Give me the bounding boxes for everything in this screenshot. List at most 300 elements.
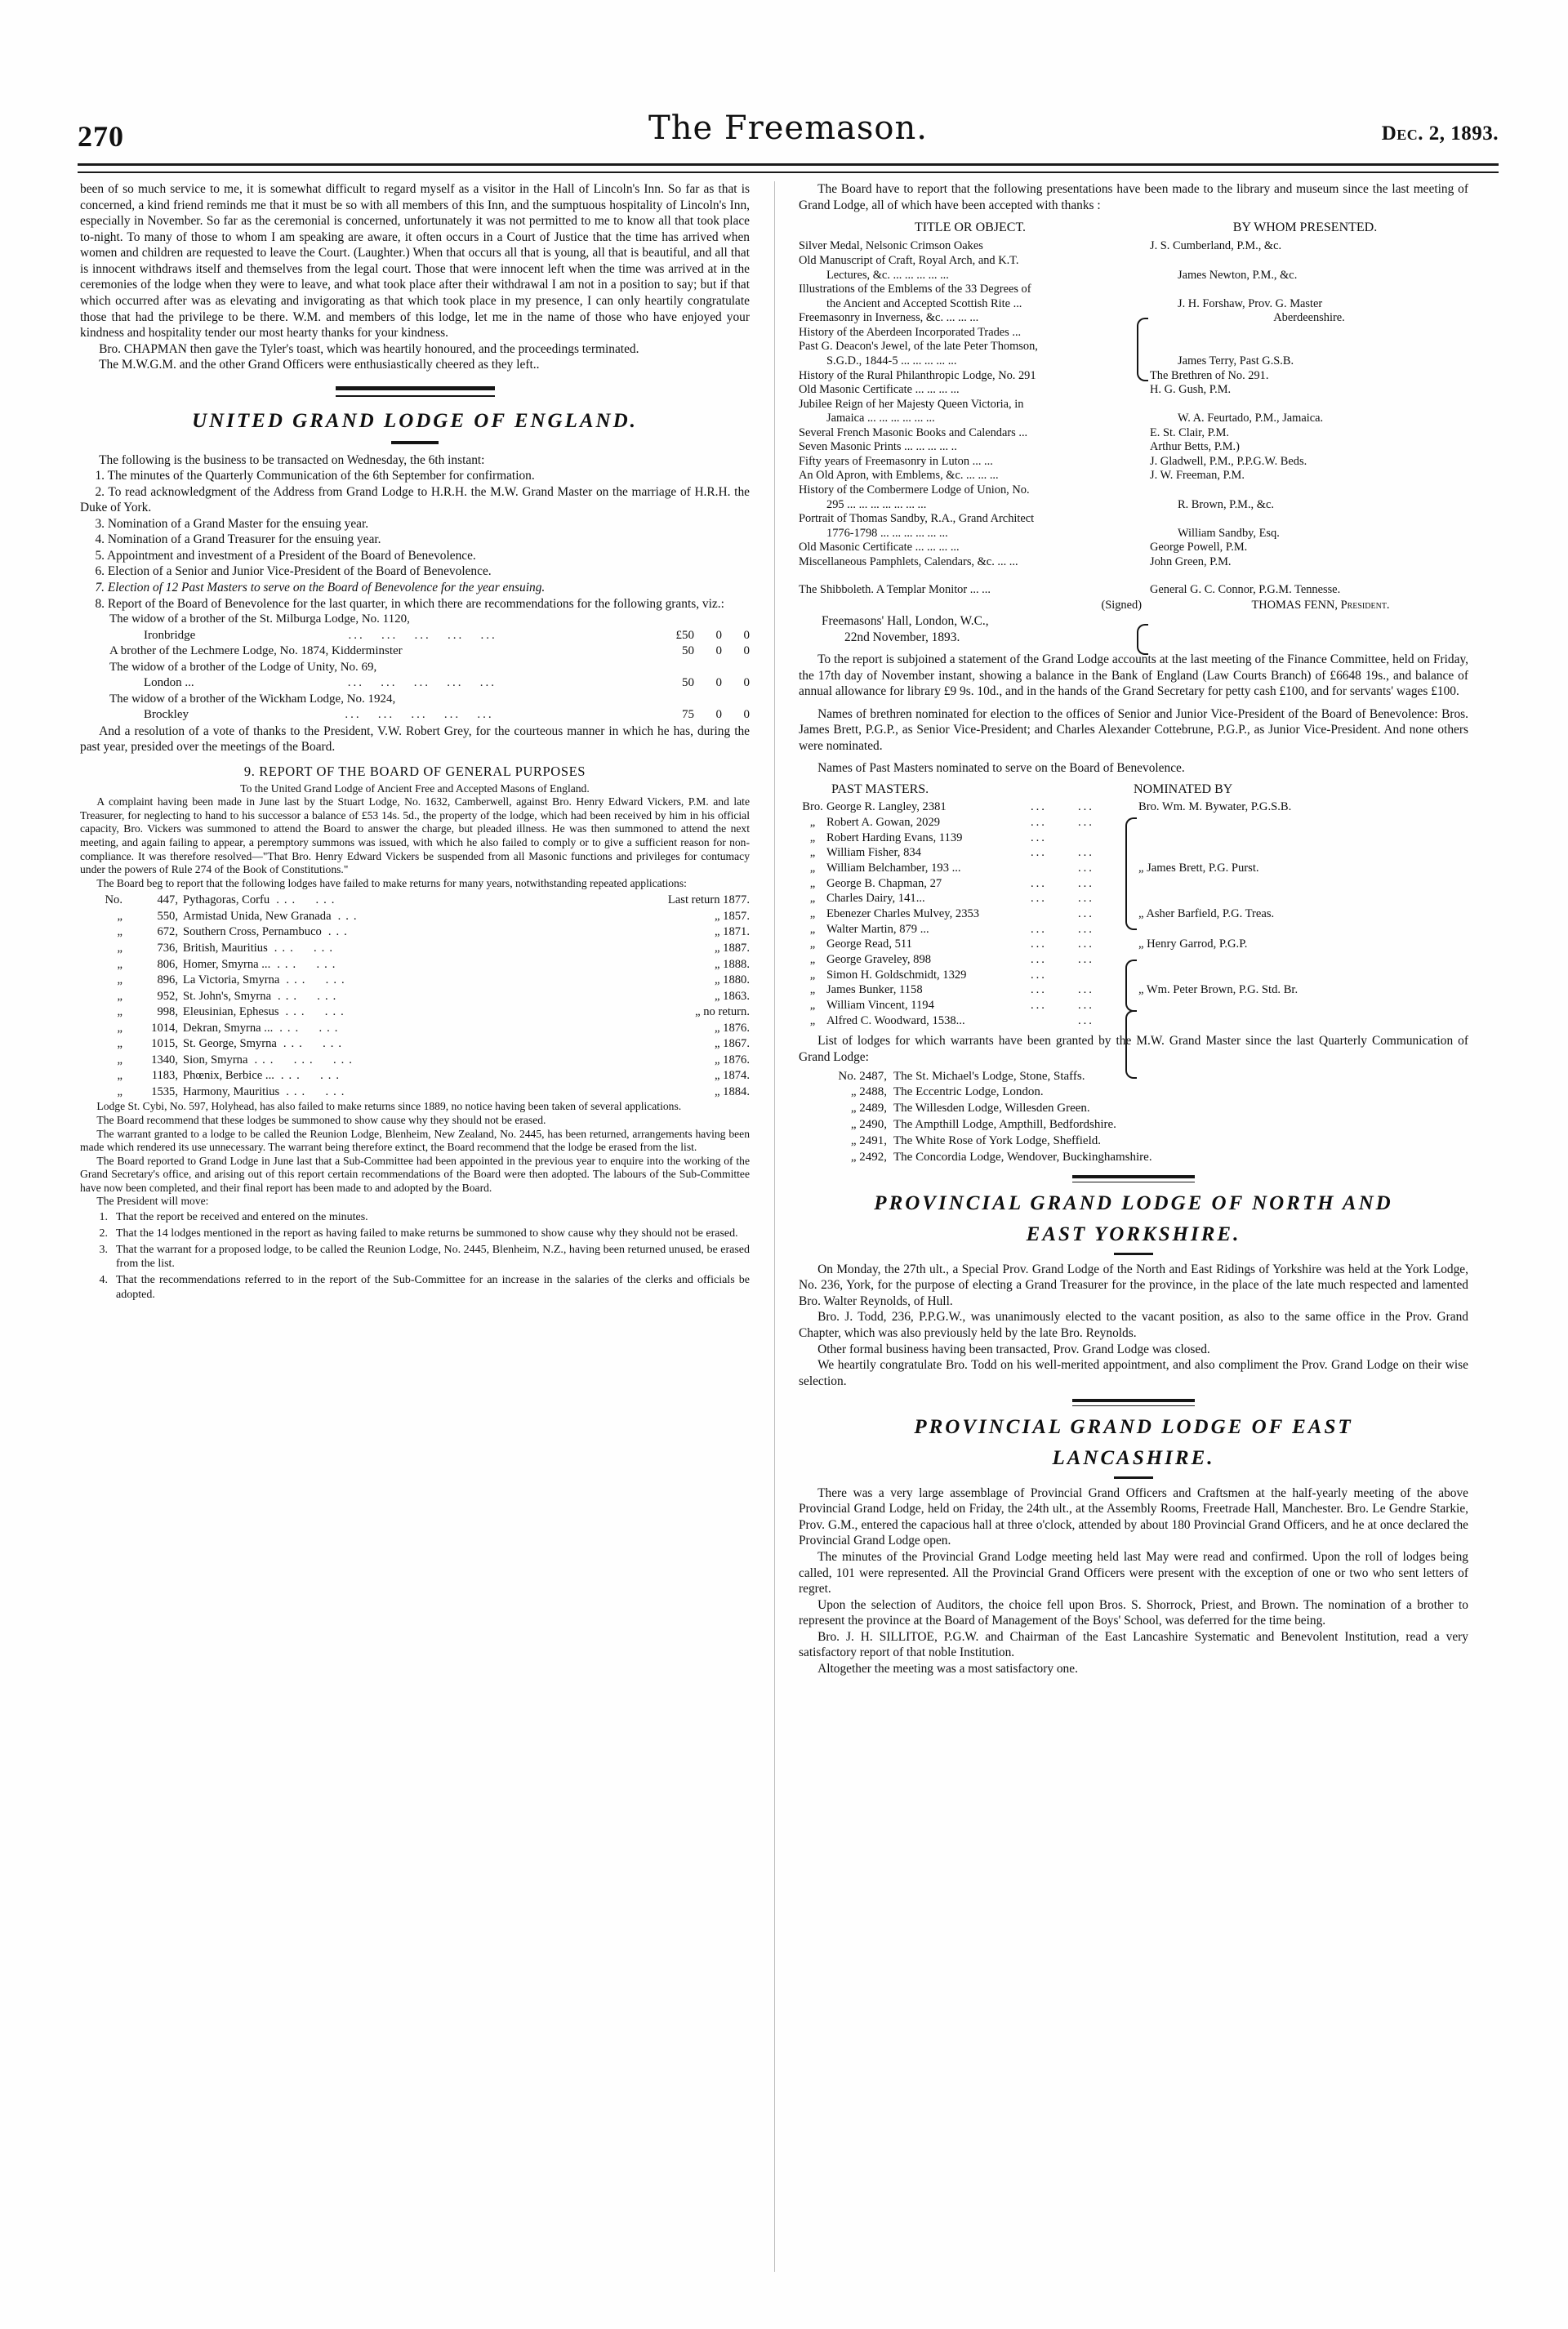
- grant-pounds: 75: [682, 708, 695, 722]
- pm-name: Walter Martin, 879 ...: [826, 922, 929, 936]
- table-row: [80, 1036, 750, 1053]
- ret-prefix: „: [117, 1069, 122, 1083]
- warrant-number: „ 2492,: [850, 1150, 887, 1164]
- ret-number: 998,: [157, 1005, 178, 1019]
- ret-last-return: „ 1871.: [715, 925, 750, 939]
- leader-dots: ...: [1031, 800, 1047, 814]
- motion-number: 3.: [99, 1243, 108, 1256]
- table-row: [799, 527, 1468, 541]
- warrant-row: [799, 1133, 1468, 1150]
- motion-text: That the warrant for a proposed lodge, to be called the Reunion Lodge, No. 2445, Blenheim, N.Z., having been returned unused, be erased from the list.: [116, 1243, 750, 1271]
- warrant-number: „ 2491,: [850, 1133, 887, 1147]
- presentation-title-cont: S.G.D., 1844-5 ... ... ... ... ...: [826, 354, 957, 367]
- presentation-title-cont: 295 ... ... ... ... ... ... ...: [826, 497, 927, 511]
- table-row: [799, 239, 1468, 254]
- leader-dots: ... ... ... ... ...: [348, 628, 497, 642]
- grant-pence: 0: [743, 708, 751, 722]
- section-rule: [1072, 1399, 1195, 1406]
- grant-description: The widow of a brother of the Lodge of Unity, No. 69,: [109, 660, 377, 674]
- bgp-paragraph: A complaint having been made in June last by the Stuart Lodge, No. 1632, Camberwell, against Bro. Henry Edward Vickers, P.M. and late Treasurer, for neglecting to hand to his successor a balance of £53 14s. 5d., the property of the lodge, which had been received by him in his official capacity, Bro. Vickers was summoned to attend the Board to answer the charge, but pleaded illness. He was then summoned to attend the next meeting, and again failing to appear, a peremptory summons was issued, with which he also failed to comply or to give a sufficient reason for non-compliance. It was therefore resolved—"That Bro. Henry Edward Vickers be suspended from all Masonic functions and privileges for contumacy under the powers of Rule 274 of the Book of Constitutions.": [80, 795, 750, 876]
- leader-dots: ...: [1078, 922, 1094, 936]
- presentation-title-cont: Lectures, &c. ... ... ... ... ...: [826, 268, 949, 282]
- ret-prefix: „: [117, 1021, 122, 1035]
- presented-by: W. A. Feurtado, P.M., Jamaica.: [1178, 412, 1324, 425]
- yorkshire-paragraph: On Monday, the 27th ult., a Special Prov. Grand Lodge of the North and East Ridings of Yorkshire was held at the York Lodge, No. 236, York, for the purpose of electing a Grand Treasurer for the province, in the place of the late much respected and lamented Bro. Walter Reynolds, of Hull.: [799, 1262, 1468, 1308]
- pm-nominated-by: „ Wm. Peter Brown, P.G. Std. Br.: [1138, 983, 1298, 997]
- presentation-title: Old Manuscript of Craft, Royal Arch, and K.T.: [799, 254, 1019, 267]
- motion-text: That the recommendations referred to in the report of the Sub-Committee for an increase in the salaries of the clerks and officials be adopted.: [116, 1274, 750, 1301]
- leader-dots: ...: [1078, 907, 1094, 921]
- presented-by: J. Gladwell, P.M., P.P.G.W. Beds.: [1150, 454, 1307, 468]
- motion-row: [80, 1227, 750, 1241]
- table-row: [799, 541, 1468, 555]
- presentation-title: Old Masonic Certificate ... ... ... ...: [799, 541, 960, 554]
- leader-dots: ...: [1078, 983, 1094, 997]
- past-masters-intro: Names of Past Masters nominated to serve on the Board of Benevolence.: [817, 761, 1185, 776]
- leader-dots: ...: [1031, 846, 1047, 860]
- presentation-title: Portrait of Thomas Sandby, R.A., Grand Architect: [799, 512, 1035, 526]
- warrant-number: „ 2488,: [850, 1085, 887, 1099]
- presentation-title: Seven Masonic Prints ... ... ... ... ..: [799, 440, 957, 454]
- hall-address-line1: Freemasons' Hall, London, W.C.,: [822, 613, 989, 628]
- business-item: 8. Report of the Board of Benevolence for the last quarter, in which there are recommendations for the following grants, viz.:: [95, 596, 724, 611]
- leader-dots: ...: [1078, 846, 1094, 860]
- pm-name: Robert Harding Evans, 1139: [826, 831, 963, 844]
- presentation-title: History of the Rural Philanthropic Lodge, No. 291: [799, 368, 1036, 382]
- leader-dots: ...: [1031, 937, 1047, 951]
- pm-prefix: „: [809, 922, 816, 936]
- table-row: [799, 498, 1468, 513]
- grant-row: [80, 643, 750, 660]
- leader-dots: ...: [1078, 892, 1094, 906]
- leader-dots: ...: [1031, 968, 1047, 982]
- ret-lodge-name: Phœnix, Berbice ...: [183, 1069, 274, 1083]
- ret-number: 1535,: [151, 1084, 178, 1098]
- column-divider: [774, 181, 775, 2272]
- presentation-title: Past G. Deacon's Jewel, of the late Peter Thomson,: [799, 340, 1038, 354]
- ret-last-return: „ 1876.: [715, 1053, 750, 1067]
- yorkshire-paragraph: Bro. J. Todd, 236, P.P.G.W., was unanimously elected to the vacant position, as also to the same office in the Prov. Grand Chapter, which was also previously held by the late Bro. Reynolds.: [799, 1310, 1468, 1341]
- presentation-title: Jubilee Reign of her Majesty Queen Victoria, in: [799, 397, 1024, 411]
- table-row: [80, 941, 750, 957]
- hall-address-line2: 22nd November, 1893.: [844, 630, 960, 644]
- ret-lodge-name: Eleusinian, Ephesus: [183, 1005, 279, 1019]
- returns-table: [80, 893, 750, 1100]
- past-masters-table: [799, 799, 1468, 1028]
- past-masters-table-header: [799, 782, 1468, 798]
- table-row: [799, 512, 1468, 527]
- business-item: 4. Nomination of a Grand Treasurer for the ensuing year.: [95, 532, 381, 547]
- section-heading-yorkshire-line1: PROVINCIAL GRAND LODGE OF NORTH AND: [874, 1192, 1393, 1215]
- presented-by: William Sandby, Esq.: [1178, 526, 1280, 540]
- leader-dots: ...: [1078, 937, 1094, 951]
- motion-number: 1.: [99, 1211, 108, 1224]
- table-row: [799, 283, 1468, 297]
- ret-number: 952,: [157, 989, 178, 1003]
- presented-by: J. H. Forshaw, Prov. G. Master: [1178, 296, 1323, 310]
- ret-number: 1183,: [151, 1069, 178, 1083]
- warrant-number: „ 2490,: [850, 1117, 887, 1131]
- finance-paragraph: To the report is subjoined a statement of the Grand Lodge accounts at the last meeting of the Finance Committee, held on Friday, the 17th day of November instant, showing a balance in the Bank of England (Law Courts Branch) of £6648 19s., and balance of annual allowance for library £9 9s. 10d., and in the hands of the Grand Secretary for petty cash £100, and for servants' wages £100.: [799, 652, 1468, 699]
- pm-name: George Read, 511: [826, 937, 912, 951]
- section-heading-lancashire-line2: LANCASHIRE.: [1052, 1447, 1215, 1470]
- pm-prefix: „: [809, 907, 816, 921]
- presented-by: J. S. Cumberland, P.M., &c.: [1150, 239, 1282, 253]
- pm-name: George B. Chapman, 27: [826, 876, 942, 890]
- leader-dots: ...: [1031, 876, 1047, 890]
- presented-by: The Brethren of No. 291.: [1150, 368, 1269, 382]
- presentation-title: Freemasonry in Inverness, &c. ... ... ...: [799, 311, 979, 325]
- ret-last-return: „ 1867.: [715, 1037, 750, 1051]
- presentation-title: Fifty years of Freemasonry in Luton ... ...: [799, 454, 993, 468]
- grant-row: [80, 692, 750, 708]
- pm-prefix: „: [809, 983, 816, 997]
- column-header-nominated-by: NOMINATED BY: [1134, 782, 1233, 796]
- leader-dots: ...: [1031, 831, 1047, 844]
- pm-name: Charles Dairy, 141...: [826, 892, 925, 906]
- ret-last-return: „ 1857.: [715, 909, 750, 923]
- table-row: [799, 269, 1468, 283]
- ret-lodge-name: Armistad Unida, New Granada: [183, 909, 332, 923]
- ret-lodge-name: Sion, Smyrna: [183, 1053, 248, 1067]
- pm-name: William Vincent, 1194: [826, 999, 934, 1013]
- grant-pounds: 50: [682, 644, 694, 658]
- leader-dots: ...: [1078, 953, 1094, 967]
- presentation-title: The Shibboleth. A Templar Monitor ... ...: [799, 582, 991, 596]
- ret-number: 1015,: [151, 1037, 178, 1051]
- grant-description-cont: Brockley: [144, 708, 189, 722]
- table-row: [80, 909, 750, 925]
- ret-number: 806,: [157, 957, 178, 971]
- lancashire-paragraph: There was a very large assemblage of Provincial Grand Officers and Craftsmen at the half-yearly meeting of the above Provincial Grand Lodge, held on Friday, the 24th ult., at the Assembly Rooms, Freetrade Hall, Manchester. Bro. Le Gendre Starkie, Prov. G.M., entered the capacious hall at three o'clock, attended by about 180 Provincial Grand Officers, and he at once declared the Provincial Grand Lodge open.: [799, 1485, 1468, 1548]
- column-header-presenter: BY WHOM PRESENTED.: [1232, 220, 1378, 235]
- leader-dots: ...: [1078, 800, 1094, 814]
- ret-last-return: Last return 1877.: [667, 893, 750, 907]
- leader-dots: ...: [1078, 999, 1094, 1013]
- table-row: [799, 340, 1468, 354]
- ret-prefix: „: [117, 1037, 122, 1051]
- ret-lodge-name: Dekran, Smyrna ...: [183, 1021, 274, 1035]
- leader-dots: ... ... ...: [254, 1053, 357, 1067]
- ret-lodge-name: Southern Cross, Pernambuco: [183, 925, 322, 939]
- nominations-paragraph: Names of brethren nominated for election to the offices of Senior and Junior Vice-President of the Board of Benevolence: Bros. James Brett, P.G.P., as Senior Vice-President; and Charles Alexander Cottebrune, P.G.P., as Junior Vice-President. And none others were nominated.: [799, 706, 1468, 753]
- resolution-thanks: And a resolution of a vote of thanks to the President, V.W. Robert Grey, for the courteous manner in which he has, during the past year, presided over the meetings of the Board.: [80, 724, 750, 755]
- pm-prefix: „: [809, 831, 816, 844]
- pm-name: William Fisher, 834: [826, 846, 921, 860]
- presentation-title: Miscellaneous Pamphlets, Calendars, &c. ... ...: [799, 554, 1018, 568]
- ret-prefix: „: [117, 1053, 122, 1067]
- grant-description-cont: Ironbridge: [144, 628, 196, 642]
- business-item: 3. Nomination of a Grand Master for the ensuing year.: [95, 516, 369, 531]
- leader-dots: ...: [327, 925, 352, 939]
- heading-underrule: [1114, 1253, 1153, 1255]
- warrant-row: [799, 1101, 1468, 1117]
- ret-number: 550,: [157, 909, 178, 923]
- right-column: [799, 181, 1468, 1677]
- pm-name: George R. Langley, 2381: [826, 800, 947, 814]
- motion-text: That the report be received and entered on the minutes.: [116, 1211, 368, 1224]
- ret-number: 1014,: [151, 1021, 178, 1035]
- motion-row: [80, 1243, 750, 1272]
- motion-number: 2.: [99, 1227, 108, 1240]
- ret-lodge-name: Harmony, Mauritius: [183, 1084, 280, 1098]
- pm-prefix: „: [809, 968, 816, 982]
- pm-prefix: „: [809, 937, 816, 951]
- section-heading-lancashire-line1: PROVINCIAL GRAND LODGE OF EAST: [914, 1416, 1353, 1439]
- after-returns-paragraph: The Board recommend that these lodges be summoned to show cause why they should not be erased.: [96, 1114, 546, 1127]
- warrant-text: The White Rose of York Lodge, Sheffield.: [893, 1133, 1101, 1147]
- leader-dots: ...: [1031, 953, 1047, 967]
- grant-pounds: 50: [682, 676, 695, 690]
- ret-last-return: „ 1888.: [715, 957, 750, 971]
- motion-row: [80, 1273, 750, 1303]
- leader-dots: ...: [1031, 892, 1047, 906]
- ret-prefix: „: [117, 941, 122, 955]
- pm-name: James Bunker, 1158: [826, 983, 923, 997]
- business-item: 5. Appointment and investment of a President of the Board of Benevolence.: [95, 548, 476, 563]
- grant-pence: 0: [743, 644, 750, 658]
- presentation-title-cont: Jamaica ... ... ... ... ... ...: [826, 412, 935, 425]
- table-row: [799, 297, 1468, 312]
- table-row: [80, 1068, 750, 1084]
- bgp-heading: 9. REPORT OF THE BOARD OF GENERAL PURPOSES: [243, 763, 586, 779]
- leader-dots: ... ...: [280, 1069, 345, 1083]
- ret-prefix: No.: [105, 893, 122, 907]
- presentation-title-cont: the Ancient and Accepted Scottish Rite ...: [826, 296, 1022, 310]
- presented-by: R. Brown, P.M., &c.: [1178, 497, 1274, 511]
- leader-dots: ...: [1031, 983, 1047, 997]
- ret-lodge-name: Homer, Smyrna ...: [183, 957, 271, 971]
- table-row: [799, 483, 1468, 498]
- ret-prefix: „: [117, 909, 122, 923]
- lancashire-paragraph: Upon the selection of Auditors, the choice fell upon Bros. S. Shorrock, Priest, and Brown. The nomination of a brother to represent the province at the Board of Management of the Boys' School, was deferred for the time being.: [799, 1597, 1468, 1628]
- table-row: [80, 893, 750, 909]
- ret-last-return: „ 1880.: [715, 973, 750, 987]
- grant-shillings: 0: [715, 644, 722, 658]
- table-row: [80, 973, 750, 989]
- presented-by: General G. C. Connor, P.G.M. Tennesse.: [1150, 582, 1341, 596]
- grant-row: [80, 675, 750, 692]
- table-row: [80, 1084, 750, 1101]
- presented-by: J. W. Freeman, P.M.: [1150, 469, 1245, 483]
- leader-dots: ...: [1031, 922, 1047, 936]
- presentations-table: [799, 239, 1468, 597]
- section-heading-ugle: UNITED GRAND LODGE OF ENGLAND.: [192, 409, 638, 432]
- ret-number: 1340,: [151, 1053, 178, 1067]
- table-row: [80, 924, 750, 941]
- ret-prefix: „: [117, 1005, 122, 1019]
- warrant-number: „ 2489,: [850, 1102, 887, 1116]
- heading-underrule: [1114, 1476, 1153, 1479]
- leader-dots: ...: [1078, 815, 1094, 829]
- leader-dots: ... ...: [274, 941, 337, 955]
- continuation-paragraph: been of so much service to me, it is somewhat difficult to regard myself as a visitor in the Hall of Lincoln's Inn. So far as that is concerned, a kind friend reminds me that it must be so with all members of this Inn, and the sumptuous hospitality of Lincoln's Inn, especially in November. So far as the ceremonial is concerned, unfortunately it was not permitted to me to know all that took place to-night. To many of those to whom I am speaking are aware, it often occurs in a Court of Justice that the time has arrived when women and children are requested to leave the Court. (Laughter.) When that occurs all that is young, all that is beautiful, and all that is innocent withdraws itself and themselves from the legal court. Those that were innocent left when the time was arrived at in the ceremonies of the lodge when they were to leave, and what took place after their withdrawal I am not in a position to say; but if that which occurred after was as elevating and invigorating as that which took place in my presence, I can only heartily congratulate those that had the privilege to be there. W.M. and members of this lodge, let me in the name of those who have enjoyed your kindness and hospitality tender our most hearty thanks for your kindness.: [80, 182, 750, 341]
- presented-by: Arthur Betts, P.M.): [1150, 440, 1240, 454]
- leader-dots: ... ...: [276, 893, 340, 907]
- pm-prefix: „: [809, 999, 816, 1013]
- section-rule: [1072, 1175, 1195, 1182]
- lancashire-paragraph: Bro. J. H. SILLITOE, P.G.W. and Chairman of the East Lancashire Systematic and Benevolent Institution, read a very satisfactory report of that noble Institution.: [799, 1629, 1468, 1660]
- pm-prefix: „: [809, 862, 816, 875]
- pm-name: George Graveley, 898: [826, 953, 932, 967]
- business-item: 7. Election of 12 Past Masters to serve on the Board of Benevolence for the year ensuing.: [95, 581, 546, 594]
- presentation-title: History of the Aberdeen Incorporated Trades ...: [799, 325, 1022, 339]
- grant-description: The widow of a brother of the Wickham Lodge, No. 1924,: [109, 692, 396, 706]
- signature-row: [799, 599, 1468, 613]
- table-row: [799, 326, 1468, 341]
- presentation-title: Old Masonic Certificate ... ... ... ...: [799, 383, 960, 397]
- grant-description-cont: London ...: [144, 676, 194, 690]
- yorkshire-paragraph: Other formal business having been transacted, Prov. Grand Lodge was closed.: [817, 1342, 1210, 1356]
- page-number: 270: [78, 120, 124, 153]
- ret-prefix: „: [117, 925, 122, 939]
- table-row: [799, 440, 1468, 455]
- ret-prefix: „: [117, 989, 122, 1003]
- pm-name: William Belchamber, 193 ...: [826, 862, 961, 875]
- presented-by: James Newton, P.M., &c.: [1178, 268, 1298, 282]
- publication-title: The Freemason.: [648, 109, 928, 147]
- presentation-title: An Old Apron, with Emblems, &c. ... ... ...: [799, 469, 999, 483]
- presentation-title: Several French Masonic Books and Calendars ...: [799, 425, 1028, 439]
- grant-shillings: 0: [715, 628, 722, 642]
- presented-by: H. G. Gush, P.M.: [1150, 383, 1232, 397]
- cheered-paragraph: The M.W.G.M. and the other Grand Officers were enthusiastically cheered as they left..: [99, 358, 540, 372]
- pm-prefix: „: [809, 846, 816, 860]
- leader-dots: ...: [1078, 876, 1094, 890]
- table-row: [799, 469, 1468, 483]
- leader-dots: ...: [1078, 1013, 1094, 1027]
- section-rule: [336, 386, 495, 397]
- table-row: [80, 1004, 750, 1021]
- bgp-paragraph: The Board beg to report that the following lodges have failed to make returns for many years, notwithstanding repeated applications:: [96, 876, 687, 889]
- lancashire-paragraph: Altogether the meeting was a most satisfactory one.: [817, 1661, 1078, 1676]
- leader-dots: ... ...: [279, 1021, 343, 1035]
- table-row: [799, 398, 1468, 412]
- leader-dots: ...: [1031, 815, 1047, 829]
- business-item: 2. To read acknowledgment of the Address from Grand Lodge to H.R.H. the M.W. Grand Master on the marriage of H.R.H. the Duke of York.: [80, 484, 750, 515]
- presented-by: George Powell, P.M.: [1150, 541, 1248, 554]
- after-returns-paragraph: The Board reported to Grand Lodge in June last that a Sub-Committee had been appointed in the previous year to enquire into the working of the Grand Secretary's office, and arising out of this report certain recommendations of the Board were then adopted. The labours of the Sub-Committee have now been completed, and their final report has been made to and adopted by the Board.: [80, 1154, 750, 1194]
- pm-prefix: „: [809, 892, 816, 906]
- presented-by: John Green, P.M.: [1150, 554, 1232, 568]
- table-row: [799, 311, 1468, 326]
- grant-row: [80, 660, 750, 676]
- warrant-text: The Willesden Lodge, Willesden Green.: [893, 1102, 1090, 1116]
- grants-table: [80, 612, 750, 724]
- presentation-title: Illustrations of the Emblems of the 33 Degrees of: [799, 283, 1031, 296]
- grant-shillings: 0: [715, 676, 723, 690]
- presentation-title: Silver Medal, Nelsonic Crimson Oakes: [799, 239, 983, 253]
- heading-underrule: [391, 441, 439, 444]
- issue-date: Dec. 2, 1893.: [1381, 122, 1499, 145]
- table-row: [799, 369, 1468, 384]
- ret-number: 447,: [157, 893, 178, 907]
- presentations-intro: The Board have to report that the following presentations have been made to the library and museum since the last meeting of Grand Lodge, all of which have been accepted with thanks :: [799, 182, 1468, 212]
- ret-lodge-name: Pythagoras, Corfu: [183, 893, 270, 907]
- pm-nominated-by: „ James Brett, P.G. Purst.: [1138, 862, 1259, 875]
- pm-name: Robert A. Gowan, 2029: [826, 815, 941, 829]
- table-row: [799, 354, 1468, 369]
- masthead: [78, 105, 1499, 162]
- ret-prefix: „: [117, 957, 122, 971]
- ugle-intro: The following is the business to be transacted on Wednesday, the 6th instant:: [99, 452, 485, 467]
- warrants-intro: List of lodges for which warrants have been granted by the M.W. Grand Master since the last Quarterly Communication of Grand Lodge:: [799, 1034, 1468, 1064]
- ret-last-return: „ 1887.: [715, 941, 750, 955]
- table-row: [799, 426, 1468, 441]
- table-row: [80, 957, 750, 973]
- ret-last-return: „ 1876.: [715, 1021, 750, 1035]
- ret-number: 672,: [157, 925, 178, 939]
- column-header-past-masters: PAST MASTERS.: [831, 782, 929, 796]
- after-returns-paragraph: The warrant granted to a lodge to be called the Reunion Lodge, Blenheim, New Zealand, No. 2445, has been returned, arrangements having been made which rendered its use unnecessary. The warrant being therefore extinct, the Board recommend that the lodge be erased from the list.: [80, 1127, 750, 1154]
- ret-lodge-name: St. George, Smyrna: [183, 1037, 277, 1051]
- ret-last-return: „ 1884.: [715, 1084, 750, 1098]
- table-row: [80, 1021, 750, 1037]
- ret-lodge-name: La Victoria, Smyrna: [183, 973, 280, 987]
- president-motions-list: [80, 1210, 750, 1303]
- warrant-row: [799, 1117, 1468, 1133]
- leader-dots: ...: [337, 909, 362, 923]
- ret-last-return: „ 1863.: [715, 989, 750, 1003]
- pm-nominated-by: „ Asher Barfield, P.G. Treas.: [1138, 907, 1275, 921]
- grant-pounds: £50: [675, 628, 694, 642]
- grant-row: [80, 612, 750, 628]
- ret-prefix: „: [117, 1084, 122, 1098]
- president-will-move: The President will move:: [96, 1195, 209, 1208]
- pm-prefix: „: [809, 876, 816, 890]
- presentation-title-cont: 1776-1798 ... ... ... ... ... ...: [826, 526, 948, 540]
- grant-description: A brother of the Lechmere Lodge, No. 1874, Kidderminster: [109, 644, 403, 658]
- warrant-text: The Eccentric Lodge, London.: [893, 1085, 1044, 1099]
- leader-dots: ... ...: [286, 1084, 350, 1098]
- table-row: [799, 937, 1468, 952]
- warrant-row: [799, 1150, 1468, 1166]
- leader-dots: ... ...: [277, 957, 341, 971]
- bgp-address: To the United Grand Lodge of Ancient Free and Accepted Masons of England.: [240, 782, 590, 795]
- table-row: [799, 455, 1468, 470]
- table-row: [80, 989, 750, 1005]
- section-heading-yorkshire-line2: EAST YORKSHIRE.: [1026, 1223, 1241, 1246]
- pm-name: Simon H. Goldschmidt, 1329: [826, 968, 967, 982]
- ret-lodge-name: St. John's, Smyrna: [183, 989, 272, 1003]
- grant-pence: 0: [743, 676, 751, 690]
- masthead-rule: [78, 163, 1499, 173]
- warrant-text: The Ampthill Lodge, Ampthill, Bedfordshire.: [893, 1117, 1116, 1131]
- grant-shillings: 0: [715, 708, 723, 722]
- ret-lodge-name: British, Mauritius: [183, 941, 268, 955]
- leader-dots: ... ...: [286, 973, 350, 987]
- lancashire-paragraph: The minutes of the Provincial Grand Lodge meeting held last May were read and confirmed. Upon the roll of lodges being called, 101 were represented. All the Provincial Grand Officers were present with the exception of one or two who sent letters of regret.: [799, 1550, 1468, 1596]
- pm-nominated-by: Bro. Wm. M. Bywater, P.G.S.B.: [1138, 800, 1292, 814]
- group-brace: [1125, 1010, 1137, 1079]
- pm-prefix: „: [809, 953, 816, 967]
- ret-number: 896,: [157, 973, 178, 987]
- warrant-row: [799, 1084, 1468, 1101]
- warrant-number: No. 2487,: [838, 1069, 887, 1083]
- group-brace: [1125, 817, 1137, 930]
- table-row: [799, 799, 1468, 815]
- column-header-title: TITLE OR OBJECT.: [914, 220, 1027, 235]
- leader-dots: ... ...: [285, 1005, 349, 1019]
- leader-dots: ... ...: [278, 989, 341, 1003]
- leader-dots: ...: [1031, 999, 1047, 1013]
- motion-number: 4.: [99, 1274, 108, 1287]
- business-item: 1. The minutes of the Quarterly Communication of the 6th September for confirmation.: [95, 469, 535, 483]
- leader-dots: ... ... ... ... ...: [345, 708, 494, 722]
- warrant-text: The St. Michael's Lodge, Stone, Staffs.: [893, 1069, 1085, 1083]
- presented-by: James Terry, Past G.S.B.: [1178, 354, 1294, 367]
- tyler-toast-paragraph: Bro. CHAPMAN then gave the Tyler's toast, which was heartily honoured, and the proceedings terminated.: [99, 341, 639, 356]
